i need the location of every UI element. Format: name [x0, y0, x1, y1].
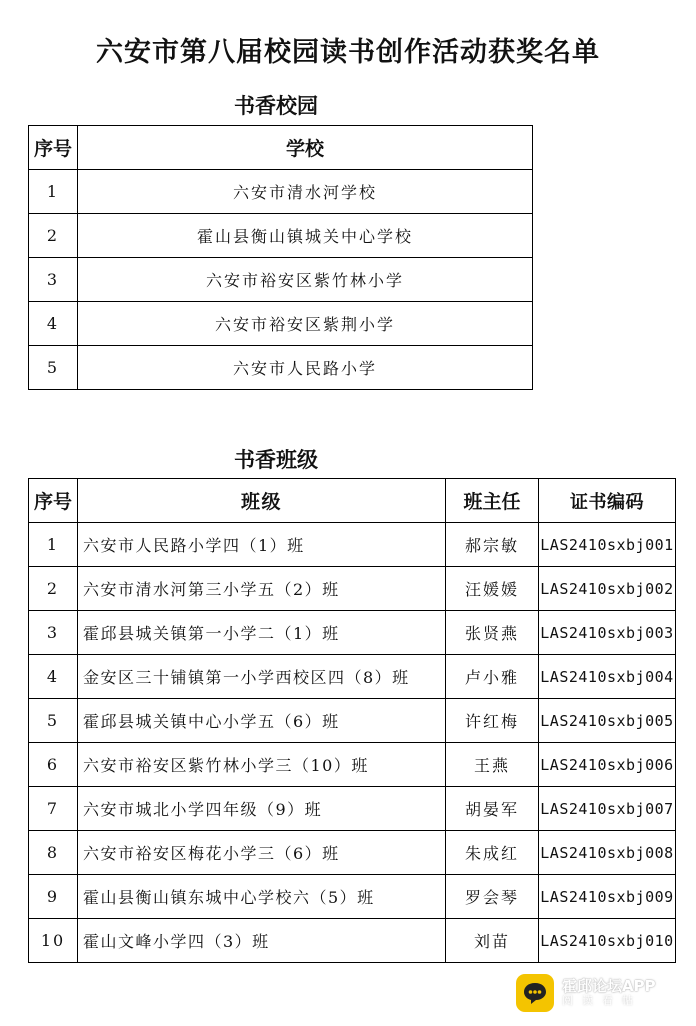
- table-header-row: [29, 126, 533, 170]
- row-no: 2: [29, 214, 78, 258]
- row-no: 5: [29, 699, 78, 743]
- row-no: 4: [29, 655, 78, 699]
- table-row: [29, 875, 676, 919]
- row-cert: LAS2410sxbj008: [539, 831, 676, 875]
- table-row: [29, 567, 676, 611]
- table-row: [29, 302, 533, 346]
- row-no: 10: [29, 919, 78, 963]
- header-no: 序号: [29, 479, 78, 523]
- row-class: 金安区三十铺镇第一小学西校区四（8）班: [78, 655, 446, 699]
- row-class: 六安市清水河第三小学五（2）班: [78, 567, 446, 611]
- row-class: 霍山文峰小学四（3）班: [78, 919, 446, 963]
- row-cert: LAS2410sxbj006: [539, 743, 676, 787]
- row-teacher: 罗会琴: [446, 875, 539, 919]
- table-row: [29, 787, 676, 831]
- header-teacher: 班主任: [446, 479, 539, 523]
- table-row: [29, 523, 676, 567]
- row-school: 六安市裕安区紫荆小学: [78, 302, 533, 346]
- section-title-campus: 书香校园: [234, 94, 318, 118]
- table-row: [29, 346, 533, 390]
- table-row: [29, 831, 676, 875]
- row-cert: LAS2410sxbj010: [539, 919, 676, 963]
- row-no: 7: [29, 787, 78, 831]
- row-no: 4: [29, 302, 78, 346]
- table-row: [29, 214, 533, 258]
- row-class: 霍山县衡山镇东城中心学校六（5）班: [78, 875, 446, 919]
- row-no: 2: [29, 567, 78, 611]
- row-teacher: 卢小雅: [446, 655, 539, 699]
- watermark-slogan: 阅读看帖: [562, 994, 642, 1008]
- row-class: 霍邱县城关镇中心小学五（6）班: [78, 699, 446, 743]
- app-watermark: [516, 970, 686, 1016]
- row-no: 3: [29, 611, 78, 655]
- row-teacher: 朱成红: [446, 831, 539, 875]
- chat-bubble-icon: [516, 974, 554, 1012]
- watermark-app-name: 霍邱论坛APP: [562, 977, 656, 996]
- header-school: 学校: [78, 126, 533, 170]
- row-no: 1: [29, 523, 78, 567]
- row-class: 六安市裕安区紫竹林小学三（10）班: [78, 743, 446, 787]
- header-no: 序号: [29, 126, 78, 170]
- header-class: 班级: [78, 479, 446, 523]
- row-school: 霍山县衡山镇城关中心学校: [78, 214, 533, 258]
- row-teacher: 郝宗敏: [446, 523, 539, 567]
- table-row: [29, 699, 676, 743]
- table-row: [29, 743, 676, 787]
- header-cert: 证书编码: [539, 479, 676, 523]
- row-teacher: 张贤燕: [446, 611, 539, 655]
- table-row: [29, 655, 676, 699]
- row-no: 9: [29, 875, 78, 919]
- row-class: 霍邱县城关镇第一小学二（1）班: [78, 611, 446, 655]
- row-cert: LAS2410sxbj007: [539, 787, 676, 831]
- row-cert: LAS2410sxbj003: [539, 611, 676, 655]
- row-teacher: 王燕: [446, 743, 539, 787]
- table-row: [29, 611, 676, 655]
- row-teacher: 刘苗: [446, 919, 539, 963]
- section-title-classes: 书香班级: [234, 448, 318, 472]
- row-no: 3: [29, 258, 78, 302]
- row-school: 六安市裕安区紫竹林小学: [78, 258, 533, 302]
- row-no: 1: [29, 170, 78, 214]
- row-class: 六安市城北小学四年级（9）班: [78, 787, 446, 831]
- class-award-table: [28, 478, 676, 963]
- row-teacher: 胡晏军: [446, 787, 539, 831]
- row-teacher: 许红梅: [446, 699, 539, 743]
- row-cert: LAS2410sxbj004: [539, 655, 676, 699]
- row-cert: LAS2410sxbj009: [539, 875, 676, 919]
- row-cert: LAS2410sxbj002: [539, 567, 676, 611]
- campus-award-table: [28, 125, 533, 390]
- row-school: 六安市人民路小学: [78, 346, 533, 390]
- page-title: 六安市第八届校园读书创作活动获奖名单: [96, 37, 600, 68]
- row-class: 六安市人民路小学四（1）班: [78, 523, 446, 567]
- row-no: 8: [29, 831, 78, 875]
- row-cert: LAS2410sxbj005: [539, 699, 676, 743]
- row-no: 5: [29, 346, 78, 390]
- row-cert: LAS2410sxbj001: [539, 523, 676, 567]
- table-row: [29, 919, 676, 963]
- table-header-row: [29, 479, 676, 523]
- row-teacher: 汪媛媛: [446, 567, 539, 611]
- table-row: [29, 258, 533, 302]
- row-class: 六安市裕安区梅花小学三（6）班: [78, 831, 446, 875]
- table-row: [29, 170, 533, 214]
- row-no: 6: [29, 743, 78, 787]
- row-school: 六安市清水河学校: [78, 170, 533, 214]
